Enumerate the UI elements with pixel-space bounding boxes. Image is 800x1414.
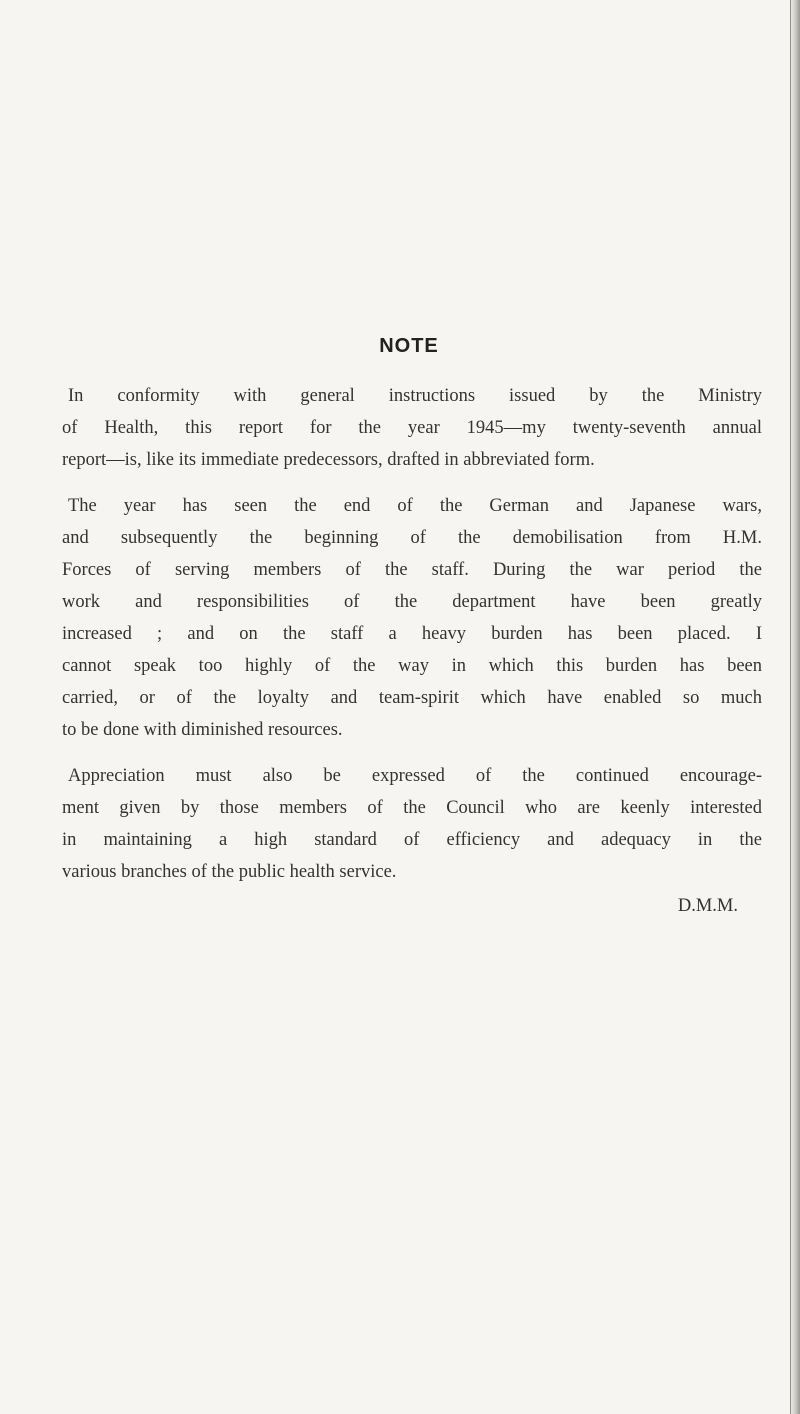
text-line: Forces of serving members of the staff. During the war period the — [62, 560, 762, 580]
text-line: report—is, like its immediate predecessors, drafted in abbreviated form. — [62, 450, 595, 470]
page-edge — [791, 0, 800, 1414]
text-line: various branches of the public health service. — [62, 862, 397, 882]
text-line: The year has seen the end of the German and Japanese wars, — [68, 496, 762, 516]
text-line: cannot speak too highly of the way in which this burden has been — [62, 656, 762, 676]
text-line: Appreciation must also be expressed of the continued encourage- — [68, 766, 762, 786]
text-line: of Health, this report for the year 1945—my twenty-seventh annual — [62, 418, 762, 438]
signature-initials: D.M.M. — [677, 896, 738, 916]
text-line: in maintaining a high standard of efficiency and adequacy in the — [62, 830, 762, 850]
paragraph-3 — [56, 760, 762, 888]
text-line: to be done with diminished resources. — [62, 720, 343, 740]
text-line: carried, or of the loyalty and team-spirit which have enabled so much — [62, 688, 762, 708]
text-line: In conformity with general instructions issued by the Ministry — [68, 386, 762, 406]
text-line: increased ; and on the staff a heavy burden has been placed. I — [62, 624, 762, 644]
text-line: and subsequently the beginning of the demobilisation from H.M. — [62, 528, 762, 548]
text-line: ment given by those members of the Council who are keenly interested — [62, 798, 762, 818]
paragraph-1 — [56, 380, 762, 476]
text-line: work and responsibilities of the department have been greatly — [62, 592, 762, 612]
note-block — [56, 335, 762, 917]
paragraph-2 — [56, 490, 762, 746]
note-title: NOTE — [379, 335, 439, 357]
